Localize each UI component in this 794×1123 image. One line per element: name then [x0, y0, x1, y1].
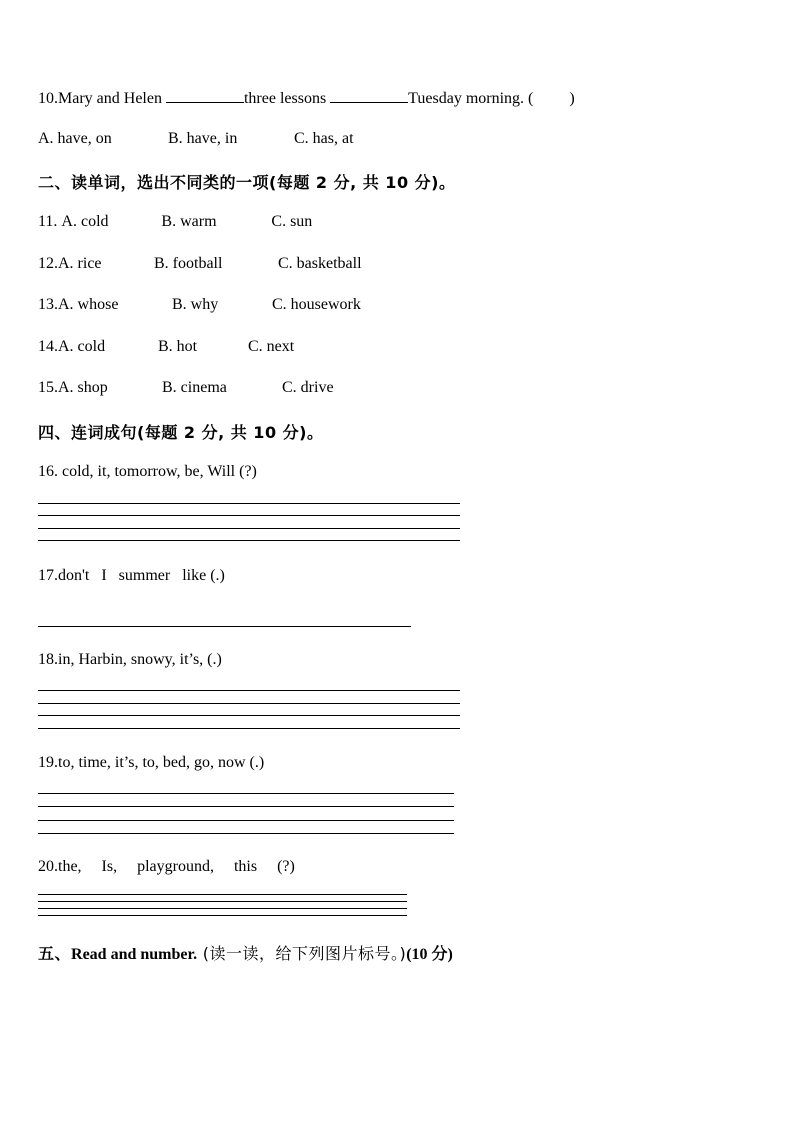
- question-16: [38, 463, 257, 481]
- question-19: [38, 754, 264, 772]
- question-number: 18.: [38, 651, 58, 668]
- section-2-title: 二、读单词，选出不同类的一项(每题 2 分, 共 10 分)。: [38, 173, 456, 192]
- option-b: B. warm: [161, 213, 217, 230]
- section-5-points: (10 分): [406, 946, 453, 963]
- question-15: [38, 379, 334, 397]
- option-a: A. have, on: [38, 130, 112, 147]
- answer-blank-2[interactable]: [330, 88, 408, 103]
- question-20: [38, 858, 295, 876]
- section-5-heading: [38, 941, 453, 964]
- question-number: 11.: [38, 213, 58, 230]
- option-b: B. cinema: [162, 379, 227, 396]
- section-4-heading: [38, 420, 323, 443]
- answer-line[interactable]: [38, 715, 460, 716]
- answer-line[interactable]: [38, 915, 407, 916]
- question-10-options: [38, 130, 354, 148]
- question-12: [38, 255, 362, 273]
- scrambled-words: cold, it, tomorrow, be, Will (?): [62, 463, 257, 480]
- answer-line[interactable]: [38, 908, 407, 909]
- section-4-title: 四、连词成句(每题 2 分, 共 10 分)。: [38, 423, 324, 442]
- section-5-title-cn: (读一读，给下列图片标号。): [197, 944, 407, 963]
- answer-line[interactable]: [38, 793, 454, 794]
- answer-line[interactable]: [38, 806, 454, 807]
- option-c: C. has, at: [294, 130, 354, 147]
- question-number: 14.: [38, 338, 58, 355]
- question-number: 16.: [38, 463, 58, 480]
- section-2-heading: [38, 170, 455, 193]
- option-b: B. have, in: [168, 130, 238, 147]
- answer-line[interactable]: [38, 703, 460, 704]
- answer-line[interactable]: [38, 503, 460, 504]
- option-a: A. whose: [58, 296, 119, 313]
- option-a: A. cold: [61, 213, 109, 230]
- question-14: [38, 338, 294, 356]
- answer-line[interactable]: [38, 690, 460, 691]
- section-5-prefix: 五、: [38, 944, 72, 963]
- scrambled-words: the, Is, playground, this (?): [58, 858, 295, 875]
- option-a: A. shop: [58, 379, 108, 396]
- option-b: B. hot: [158, 338, 198, 355]
- answer-line[interactable]: [38, 833, 454, 834]
- answer-line[interactable]: [38, 820, 454, 821]
- question-number: 12.: [38, 255, 58, 272]
- option-c: C. housework: [272, 296, 361, 313]
- answer-blank-1[interactable]: [166, 88, 244, 103]
- question-17: [38, 567, 225, 585]
- option-b: B. why: [172, 296, 219, 313]
- question-number: 19.: [38, 754, 58, 771]
- question-number: 17.: [38, 567, 58, 584]
- answer-line[interactable]: [38, 894, 407, 895]
- question-number: 15.: [38, 379, 58, 396]
- question-close-paren: ): [569, 90, 575, 107]
- option-c: C. basketball: [278, 255, 362, 272]
- scrambled-words: to, time, it’s, to, bed, go, now (.): [58, 754, 265, 771]
- option-a: A. cold: [58, 338, 106, 355]
- question-10: [38, 88, 575, 108]
- answer-line[interactable]: [38, 528, 460, 529]
- answer-line[interactable]: [38, 728, 460, 729]
- question-text-part2: three lessons: [243, 90, 331, 107]
- option-c: C. next: [248, 338, 295, 355]
- option-c: C. drive: [282, 379, 334, 396]
- answer-line[interactable]: [38, 515, 460, 516]
- question-number: 13.: [38, 296, 58, 313]
- answer-line[interactable]: [38, 901, 407, 902]
- question-number: 10.: [38, 90, 58, 107]
- answer-line[interactable]: [38, 626, 411, 627]
- question-number: 20.: [38, 858, 58, 875]
- question-text-part3: Tuesday morning. (: [408, 90, 534, 107]
- question-11: [38, 213, 312, 231]
- option-a: A. rice: [58, 255, 102, 272]
- option-b: B. football: [154, 255, 223, 272]
- option-c: C. sun: [271, 213, 313, 230]
- question-13: [38, 296, 361, 314]
- scrambled-words: in, Harbin, snowy, it’s, (.): [58, 651, 222, 668]
- question-text-part1: Mary and Helen: [58, 90, 166, 107]
- question-18: [38, 651, 222, 669]
- answer-line[interactable]: [38, 540, 460, 541]
- section-5-title-en: Read and number.: [71, 946, 198, 963]
- scrambled-words: don't I summer like (.): [58, 567, 225, 584]
